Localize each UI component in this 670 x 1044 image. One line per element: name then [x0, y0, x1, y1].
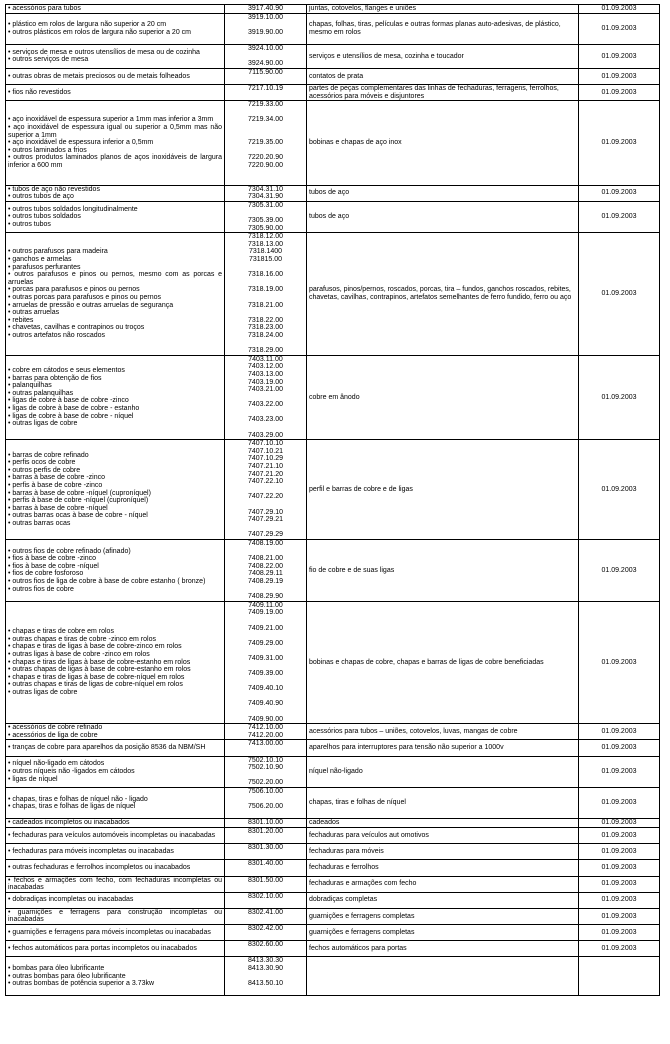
product-item: • barras para obtenção de fios [8, 374, 102, 382]
ncm-code: 8413.50.10 [247, 980, 284, 988]
ncm-code: 7403.23.00 [247, 416, 284, 424]
product-item: • outros artefatos não roscados [8, 331, 106, 339]
ncm-code: 7318.21.00 [247, 301, 284, 309]
ncm-code-cell [225, 68, 307, 84]
product-item: • fios não revestidos [8, 88, 71, 96]
ncm-code: 7506.10.00 [247, 787, 284, 795]
effective-date-cell: 01.09.2003 [579, 756, 660, 787]
category-description-cell: fechos automáticos para portas [307, 941, 579, 957]
ncm-table [5, 4, 660, 996]
product-item: • outras obras de metais preciosos ou de metais folheados [8, 72, 190, 80]
ncm-code-cell [225, 941, 307, 957]
product-item: • outras ligas de cobre [8, 420, 78, 428]
product-description-cell [6, 68, 225, 84]
product-item: • outras porcas para parafusos e pinos ou pernos [8, 293, 162, 301]
product-item: • outras fechaduras e ferrolhos incompletos ou inacabados [8, 864, 191, 872]
ncm-code: 7403.21.00 [247, 386, 284, 394]
effective-date-cell: 01.09.2003 [579, 355, 660, 440]
product-item: • ganchos e armelas [8, 256, 72, 263]
table-row [6, 860, 660, 876]
ncm-code-cell [225, 756, 307, 787]
product-item: • outros perfis de cobre [8, 466, 81, 474]
product-item: • tranças de cobre para aparelhos da posição 8536 da NBM/SH [8, 744, 206, 752]
ncm-code: 7407.29.29 [247, 531, 284, 539]
effective-date-cell: 01.09.2003 [579, 819, 660, 828]
ncm-code: 7403.11.00 [248, 355, 283, 363]
effective-date-cell: 01.09.2003 [579, 601, 660, 724]
table-row [6, 185, 660, 201]
ncm-code: 731815.00 [248, 256, 283, 263]
product-item: • fechos automáticos para portas incompletos ou inacabados [8, 945, 197, 953]
ncm-code-cell [225, 355, 307, 440]
ncm-code: 8302.41.00 [247, 908, 284, 916]
product-item: • outras arruelas [8, 309, 60, 317]
product-item: • aço inoxidável de espessura inferior a 0,5mm [8, 139, 154, 147]
ncm-code: 7220.90.00 [247, 161, 284, 169]
ncm-code: 7219.34.00 [247, 116, 284, 124]
table-row [6, 941, 660, 957]
category-description-cell: aparelhos para interruptores para tensão não superior a 1000v [307, 740, 579, 756]
product-item: • chapas e tiras de cobre em rolos [8, 628, 114, 636]
effective-date-cell: 01.09.2003 [579, 440, 660, 540]
table-row [6, 440, 660, 540]
ncm-code: 7305.39.00 [247, 217, 284, 225]
ncm-code: 7407.22.20 [247, 493, 284, 501]
ncm-code-cell [225, 876, 307, 892]
table-row [6, 787, 660, 818]
ncm-code: 7304.31.90 [247, 193, 284, 201]
product-description-cell [6, 860, 225, 876]
product-description-cell [6, 13, 225, 44]
ncm-code: 7115.90.00 [248, 68, 283, 76]
ncm-code-cell [225, 724, 307, 740]
ncm-code: 7407.10.21 [247, 447, 284, 455]
product-item: • serviços de mesa e outros utensílios de mesa ou de cozinha [8, 48, 200, 56]
effective-date-cell: 01.09.2003 [579, 5, 660, 14]
ncm-code: 3919.90.00 [247, 28, 284, 36]
product-item: • outras chapas e tiras de cobre -zinco em rolos [8, 635, 156, 643]
ncm-code-cell [225, 892, 307, 908]
ncm-code-cell [225, 201, 307, 232]
category-description-cell: tubos de aço [307, 201, 579, 232]
ncm-code: 7403.13.00 [247, 370, 284, 378]
category-description-cell: bobinas e chapas de aço inox [307, 101, 579, 186]
ncm-code: 7407.22.10 [247, 478, 284, 486]
effective-date-cell: 01.09.2003 [579, 84, 660, 100]
ncm-code: 7318.23.00 [247, 324, 284, 332]
product-item: • outros tubos soldados longitudinalmente [8, 205, 138, 213]
ncm-code: 7318.13.00 [247, 240, 284, 248]
table-row [6, 819, 660, 828]
ncm-code-cell [225, 13, 307, 44]
product-item: • cobre em cátodos e seus elementos [8, 367, 125, 375]
category-description-cell: cobre em ânodo [307, 355, 579, 440]
ncm-code-cell [225, 101, 307, 186]
ncm-code: 7407.29.21 [247, 516, 284, 524]
product-item: • fios de cobre fosforoso [8, 570, 84, 578]
category-description-cell: tubos de aço [307, 185, 579, 201]
effective-date-cell: 01.09.2003 [579, 860, 660, 876]
ncm-code-cell [225, 819, 307, 828]
ncm-code: 8413.30.30 [247, 957, 284, 965]
table-row [6, 68, 660, 84]
product-description-cell [6, 941, 225, 957]
product-description-cell [6, 892, 225, 908]
effective-date-cell: 01.09.2003 [579, 827, 660, 843]
effective-date-cell: 01.09.2003 [579, 724, 660, 740]
ncm-code: 8302.60.00 [247, 941, 284, 949]
product-description-cell [6, 819, 225, 828]
ncm-code: 7318.1400 [248, 248, 283, 256]
product-item: • acessórios de liga de cobre [8, 731, 98, 739]
ncm-code-cell [225, 440, 307, 540]
product-description-cell [6, 233, 225, 356]
table-row [6, 201, 660, 232]
product-description-cell [6, 787, 225, 818]
ncm-code: 7318.24.00 [247, 331, 284, 339]
product-description-cell [6, 44, 225, 68]
table-row [6, 355, 660, 440]
product-description-cell [6, 201, 225, 232]
product-item: • outras bombas para óleo lubrificante [8, 972, 126, 980]
product-item: • outros parafusos e pinos ou pernos, mesmo com as porcas e arruelas [8, 271, 222, 286]
table-row [6, 957, 660, 996]
product-item: • fechaduras para veículos automóveis incompletas ou inacabadas [8, 831, 216, 839]
effective-date-cell: 01.09.2003 [579, 185, 660, 201]
table-row [6, 44, 660, 68]
table-row [6, 233, 660, 356]
category-description-cell: fechaduras e armações com fecho [307, 876, 579, 892]
ncm-code-cell [225, 601, 307, 724]
ncm-code-cell [225, 740, 307, 756]
effective-date-cell: 01.09.2003 [579, 233, 660, 356]
ncm-code-cell [225, 44, 307, 68]
ncm-code: 8302.42.00 [247, 925, 284, 933]
product-item: • acessórios para tubos [8, 5, 81, 12]
ncm-code: 7407.29.10 [247, 508, 284, 516]
ncm-code-cell [225, 844, 307, 860]
category-description-cell: parafusos, pinos/pernos, roscados, porcas, tira – fundos, ganchos roscados, rebites, chavetas, cavilhas, contrapinos, artefatos semelhantes de ferro fundido, ferro ou aço [307, 233, 579, 356]
category-description-cell: fechaduras para veículos aut omotivos [307, 827, 579, 843]
product-item: • outros parafusos para madeira [8, 248, 108, 256]
ncm-code: 7318.29.00 [247, 347, 284, 355]
product-description-cell [6, 827, 225, 843]
ncm-code: 7318.19.00 [247, 286, 284, 294]
effective-date-cell: 01.09.2003 [579, 101, 660, 186]
category-description-cell: fechaduras para móveis [307, 844, 579, 860]
ncm-code: 7409.31.00 [247, 654, 284, 662]
ncm-code-cell [225, 84, 307, 100]
product-item: • barras à base de cobre -níquel (cuproníquel) [8, 489, 151, 497]
table-row [6, 539, 660, 601]
ncm-code: 3919.10.00 [247, 13, 284, 21]
ncm-code-cell [225, 5, 307, 14]
ncm-code: 7409.21.00 [247, 624, 284, 632]
ncm-code-cell [225, 787, 307, 818]
effective-date-cell: 01.09.2003 [579, 539, 660, 601]
ncm-code: 7403.22.00 [247, 401, 284, 409]
effective-date-cell: 01.09.2003 [579, 941, 660, 957]
product-item: • cadeados incompletos ou inacabados [8, 819, 130, 827]
product-item: • palanquilhas [8, 382, 52, 390]
effective-date-cell: 01.09.2003 [579, 892, 660, 908]
product-item: • plástico em rolos de largura não superior a 20 cm [8, 21, 167, 29]
effective-date-cell: 01.09.2003 [579, 844, 660, 860]
product-item: • outras chapas e tiras de ligas de cobre-níquel em rolos [8, 681, 183, 689]
product-description-cell [6, 84, 225, 100]
ncm-code: 3924.90.00 [247, 60, 284, 68]
ncm-code-cell [225, 185, 307, 201]
product-description-cell [6, 925, 225, 941]
effective-date-cell: 01.09.2003 [579, 787, 660, 818]
product-item: • barras de cobre refinado [8, 451, 89, 459]
ncm-code-cell [225, 539, 307, 601]
ncm-code: 7409.11.00 [248, 601, 283, 609]
ncm-code: 7502.10.10 [247, 756, 284, 764]
table-row [6, 756, 660, 787]
product-item: • arruelas de pressão e outras arruelas de segurança [8, 301, 174, 309]
table-row [6, 101, 660, 186]
product-item: • porcas para parafusos e pinos ou pernos [8, 286, 140, 294]
ncm-code: 8301.40.00 [247, 860, 284, 868]
product-item: • guarnições e ferragens para móveis incompletas ou inacabadas [8, 928, 211, 936]
product-item: • acessórios de cobre refinado [8, 724, 103, 732]
ncm-code: 7304.31.10 [247, 185, 284, 193]
ncm-code: 8301.10.00 [247, 819, 284, 827]
ncm-code: 7409.29.00 [247, 639, 284, 647]
product-item: • fechos e armações com fecho, com fechaduras incompletas ou inacabadas [8, 876, 222, 892]
product-item: • barras à base de cobre -níquel [8, 504, 108, 512]
product-item: • outros fios de cobre refinado (afinado) [8, 547, 131, 555]
category-description-cell: bobinas e chapas de cobre, chapas e barras de ligas de cobre beneficiadas [307, 601, 579, 724]
product-item: • dobradiças incompletas ou inacabadas [8, 896, 134, 904]
ncm-code: 7408.22.00 [247, 562, 284, 570]
ncm-code: 8302.10.00 [247, 892, 284, 900]
product-description-cell [6, 876, 225, 892]
product-description-cell [6, 844, 225, 860]
product-item: • rebites [8, 316, 34, 324]
ncm-code: 7412.20.00 [247, 731, 284, 739]
category-description-cell: fio de cobre e de suas ligas [307, 539, 579, 601]
ncm-code: 7408.29.11 [248, 570, 283, 578]
table-row [6, 876, 660, 892]
product-item: • outras barras ocas à base de cobre - níquel [8, 512, 148, 520]
product-description-cell [6, 355, 225, 440]
ncm-code: 7407.21.20 [247, 470, 284, 478]
category-description-cell: níquel não-ligado [307, 756, 579, 787]
product-item: • perfis ocos de cobre [8, 459, 76, 467]
effective-date-cell: 01.09.2003 [579, 908, 660, 924]
effective-date-cell: 01.09.2003 [579, 13, 660, 44]
product-item: • outros níqueis não -ligados em cátodos [8, 767, 135, 775]
table-row [6, 601, 660, 724]
table-row [6, 844, 660, 860]
product-description-cell [6, 539, 225, 601]
category-description-cell: dobradiças completas [307, 892, 579, 908]
product-item: • chapas e tiras de ligas à base de cobre-estanho em rolos [8, 658, 191, 666]
product-item: • aço inoxidável de espessura igual ou superior a 0,5mm mas não superior a 1mm [8, 123, 222, 139]
effective-date-cell: 01.09.2003 [579, 876, 660, 892]
ncm-code: 3917.40.90 [247, 5, 284, 12]
product-item: • outros tubos soldados [8, 213, 81, 221]
product-description-cell [6, 440, 225, 540]
product-item: • perfis à base de cobre -zinco [8, 482, 103, 490]
ncm-code-cell [225, 827, 307, 843]
product-item: • outras chapas de ligas à base de cobre-estanho em rolos [8, 666, 191, 674]
ncm-code-cell [225, 860, 307, 876]
product-description-cell [6, 724, 225, 740]
ncm-code-cell [225, 957, 307, 996]
effective-date-cell: 01.09.2003 [579, 740, 660, 756]
ncm-code: 8301.30.00 [247, 844, 284, 852]
category-description-cell: guarnições e ferragens completas [307, 908, 579, 924]
ncm-code: 8413.30.90 [247, 965, 284, 973]
effective-date-cell [579, 957, 660, 996]
effective-date-cell: 01.09.2003 [579, 44, 660, 68]
ncm-code: 7409.39.00 [247, 670, 284, 678]
ncm-code: 7403.29.00 [247, 431, 284, 439]
table-row [6, 908, 660, 924]
ncm-code: 7318.22.00 [247, 316, 284, 324]
ncm-code: 7413.00.00 [247, 740, 284, 748]
table-row [6, 724, 660, 740]
ncm-code: 3924.10.00 [247, 44, 284, 52]
ncm-code: 7407.21.10 [247, 463, 284, 471]
product-item: • barras à base de cobre -zinco [8, 474, 106, 482]
table-row [6, 13, 660, 44]
effective-date-cell: 01.09.2003 [579, 925, 660, 941]
product-item: • chapas, tiras e folhas de ligas de níquel [8, 803, 136, 811]
ncm-code: 8301.50.00 [247, 876, 284, 884]
ncm-code-cell [225, 908, 307, 924]
ncm-code: 7409.40.10 [247, 685, 284, 693]
category-description-cell: cadeados [307, 819, 579, 828]
ncm-code-cell [225, 233, 307, 356]
product-item: • fios à base de cobre -níquel [8, 562, 99, 570]
category-description-cell: partes de peças complementares das linhas de fechaduras, ferragens, ferrolhos, acessórios para móveis e disjuntores [307, 84, 579, 100]
ncm-code: 7502.10.90 [247, 764, 284, 772]
ncm-code: 7409.40.90 [247, 700, 284, 708]
category-description-cell: fechaduras e ferrolhos [307, 860, 579, 876]
ncm-code: 7409.19.00 [247, 609, 284, 617]
product-item: • perfis à base de cobre -níquel (cuproníquel) [8, 497, 149, 505]
ncm-code: 7217.10.19 [247, 84, 284, 92]
ncm-code-cell [225, 925, 307, 941]
product-item: • fechaduras para móveis incompletas ou inacabadas [8, 847, 174, 855]
ncm-code: 7305.90.00 [247, 224, 284, 232]
table-row [6, 740, 660, 756]
product-item: • fios à base de cobre -zinco [8, 555, 97, 563]
table-row [6, 84, 660, 100]
product-item: • ligas de níquel [8, 775, 58, 783]
product-item: • outras barras ocas [8, 519, 71, 527]
effective-date-cell: 01.09.2003 [579, 68, 660, 84]
ncm-code: 7408.29.90 [247, 593, 284, 601]
product-item: • outros tubos de aço [8, 193, 74, 201]
product-item: • outros produtos laminados planos de aços inoxidáveis de largura inferior a 600 mm [8, 154, 222, 169]
product-item: • chapas e tiras de ligas à base de cobre-zinco em rolos [8, 643, 182, 651]
ncm-code: 7407.10.29 [247, 455, 284, 463]
product-item: • outras bombas de potência superior a 3.73kw [8, 980, 155, 988]
ncm-code: 7220.20.90 [247, 154, 284, 162]
table-row [6, 827, 660, 843]
product-description-cell [6, 957, 225, 996]
category-description-cell: guarnições e ferragens completas [307, 925, 579, 941]
ncm-code: 7412.10.00 [247, 724, 284, 732]
ncm-code: 7502.20.00 [247, 779, 284, 787]
product-item: • outros serviços de mesa [8, 56, 89, 64]
product-item: • aço inoxidável de espessura superior a 1mm mas inferior a 3mm [8, 116, 214, 124]
ncm-code: 7407.10.10 [247, 440, 284, 448]
ncm-code: 7403.12.00 [247, 363, 284, 371]
ncm-code: 7318.16.00 [247, 271, 284, 279]
product-item: • bombas para óleo lubrificante [8, 965, 105, 973]
category-description-cell: serviços e utensílios de mesa, cozinha e toucador [307, 44, 579, 68]
product-item: • chapas, tiras e folhas de níquel não - ligado [8, 795, 148, 803]
product-item: • ligas de cobre à base de cobre - estanho [8, 405, 140, 413]
ncm-code: 7408.29.19 [247, 577, 284, 585]
product-description-cell [6, 5, 225, 14]
category-description-cell: acessórios para tubos – uniões, cotovelos, luvas, mangas de cobre [307, 724, 579, 740]
product-item: • chapas e tiras de ligas à base de cobre-níquel em rolos [8, 673, 185, 681]
product-item: • tubos de aço não revestidos [8, 185, 100, 193]
ncm-code: 7408.21.00 [247, 555, 284, 563]
product-item: • chavetas, cavilhas e contrapinos ou troços [8, 324, 145, 332]
effective-date-cell: 01.09.2003 [579, 201, 660, 232]
ncm-code: 7409.90.00 [247, 715, 284, 723]
product-item: • outras ligas de cobre [8, 689, 78, 697]
ncm-code: 7506.20.00 [247, 803, 284, 811]
ncm-code: 7305.31.00 [247, 201, 284, 209]
product-item: • parafusos perfurantes [8, 263, 81, 271]
product-item: • guarnições e ferragens para construção incompletas ou inacabadas [8, 908, 222, 924]
product-description-cell [6, 601, 225, 724]
product-description-cell [6, 101, 225, 186]
product-item: • ligas de cobre à base de cobre - níquel [8, 412, 134, 420]
ncm-code: 7408.19.00 [247, 539, 284, 547]
product-item: • outras ligas à base de cobre -zinco em rolos [8, 651, 150, 659]
category-description-cell: chapas, folhas, tiras, películas e outras formas planas auto-adesivas, de plástico, mesmo em rolos [307, 13, 579, 44]
product-item: • outros fios de cobre [8, 585, 74, 593]
product-item: • ligas de cobre à base de cobre -zinco [8, 397, 129, 405]
product-item: • outros fios de liga de cobre à base de cobre estanho ( bronze) [8, 577, 206, 585]
product-description-cell [6, 908, 225, 924]
product-item: • outros laminados a frios [8, 146, 87, 154]
table-row [6, 925, 660, 941]
category-description-cell: juntas, cotovelos, flanges e uniões [307, 5, 579, 14]
product-description-cell [6, 185, 225, 201]
ncm-code: 7403.19.00 [247, 378, 284, 386]
table-row [6, 5, 660, 14]
ncm-code: 7318.12.00 [247, 233, 284, 241]
category-description-cell [307, 957, 579, 996]
product-item: • outras palanquilhas [8, 389, 74, 397]
product-description-cell [6, 740, 225, 756]
table-row [6, 892, 660, 908]
ncm-code: 7219.33.00 [247, 101, 284, 109]
ncm-code: 7219.35.00 [247, 139, 284, 147]
category-description-cell: chapas, tiras e folhas de níquel [307, 787, 579, 818]
ncm-code: 8301.20.00 [247, 827, 284, 835]
product-item: • níquel não-ligado em cátodos [8, 760, 105, 768]
product-description-cell [6, 756, 225, 787]
product-item: • outros tubos [8, 220, 51, 228]
category-description-cell: contatos de prata [307, 68, 579, 84]
category-description-cell: perfil e barras de cobre e de ligas [307, 440, 579, 540]
product-item: • outros plásticos em rolos de largura não superior a 20 cm [8, 28, 191, 36]
